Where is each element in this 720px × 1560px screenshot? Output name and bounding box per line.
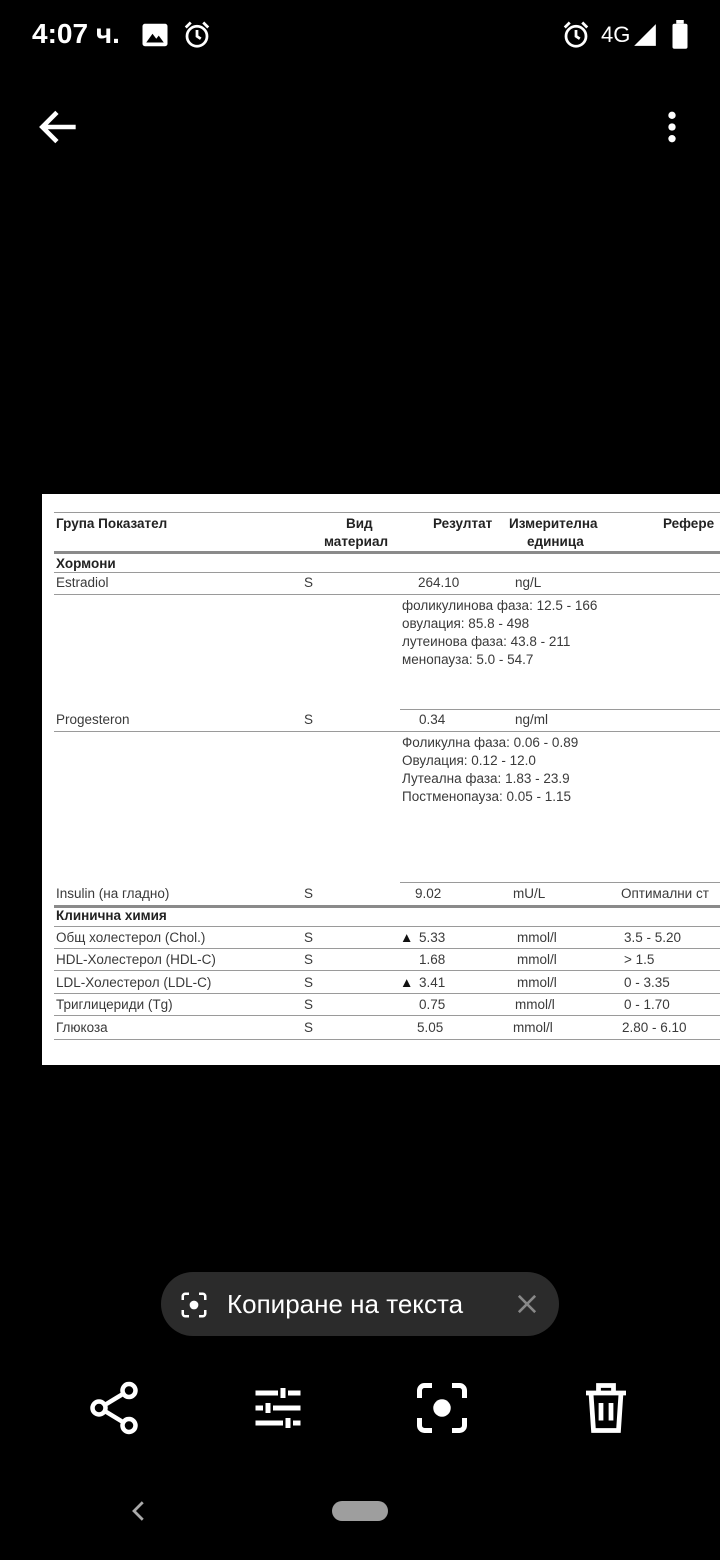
lens-icon[interactable] [412,1376,472,1440]
header-group: Група Показател [56,516,168,531]
row-reference: 0 - 1.70 [624,997,670,1012]
header-rule [54,551,720,554]
header-unit-2: единица [527,534,584,549]
estradiol-ref-line: менопауза: 5.0 - 54.7 [402,652,534,667]
row-material: S [304,575,314,590]
row-material: S [304,975,314,990]
row-name: Триглицериди (Tg) [56,997,173,1012]
row-reference: Оптимални ст [621,886,709,901]
network-type: 4G [601,22,631,47]
status-bar [0,0,720,72]
header-result: Резултат [433,516,493,531]
document-photo [42,494,720,1065]
edit-sliders-icon[interactable] [248,1376,308,1440]
row-unit: mmol/l [517,975,557,990]
section-clinical-chemistry: Клинична химия [56,908,167,923]
progesteron-ref-line: Лутеална фаза: 1.83 - 23.9 [402,771,570,786]
row-reference: 2.80 - 6.10 [622,1020,687,1035]
row-unit: mmol/l [513,1020,553,1035]
row-rule [54,970,720,971]
high-flag-icon: ▲ [400,930,414,945]
copy-text-chip[interactable] [161,1272,559,1336]
row-result: 5.33 [419,930,446,945]
alarm-icon [182,20,212,50]
progesteron-ref-line: Овулация: 0.12 - 12.0 [402,753,536,768]
progesteron-ref-line: Фоликулна фаза: 0.06 - 0.89 [402,735,579,750]
trash-icon[interactable] [576,1376,636,1440]
estradiol-ref-line: фоликулинова фаза: 12.5 - 166 [402,598,598,613]
top-bar [0,90,720,162]
header-unit-1: Измерителна [509,516,598,531]
copy-text-label: Копиране на текста [227,1289,464,1319]
close-icon[interactable] [513,1290,541,1318]
row-reference: > 1.5 [624,952,655,967]
table-top-rule [54,512,720,513]
row-material: S [304,886,314,901]
text-lens-icon [179,1290,209,1320]
row-name: LDL-Холестерол (LDL-C) [56,975,212,990]
status-time: 4:07 ч. [32,18,120,49]
more-vertical-icon[interactable] [652,102,692,152]
row-rule [400,882,720,883]
row-reference: 0 - 3.35 [624,975,670,990]
row-name: Insulin (на гладно) [56,886,170,901]
row-material: S [304,712,314,727]
row-result: 5.05 [417,1020,444,1035]
row-unit: mmol/l [517,952,557,967]
row-rule [54,572,720,573]
battery-icon [668,20,692,50]
header-reference: Рефере [663,516,715,531]
estradiol-ref-line: лутеинова фаза: 43.8 - 211 [402,634,571,649]
progesteron-ref-line: Постменопауза: 0.05 - 1.15 [402,789,572,804]
header-material-2: материал [324,534,389,549]
row-result: 1.68 [419,952,446,967]
row-name: Estradiol [56,575,109,590]
signal-icon [632,22,658,48]
row-material: S [304,930,314,945]
row-unit: mmol/l [517,930,557,945]
row-unit: mmol/l [515,997,555,1012]
row-name: Общ холестерол (Chol.) [56,930,206,945]
row-material: S [304,1020,314,1035]
row-name: Глюкоза [56,1020,108,1035]
action-bar [0,1376,720,1446]
arrow-left-icon[interactable] [34,102,84,152]
estradiol-ref-line: овулация: 85.8 - 498 [402,616,530,631]
alarm-icon [561,20,591,50]
row-unit: ng/L [515,575,542,590]
nav-back-icon[interactable] [124,1496,154,1526]
row-rule [54,926,720,927]
row-reference: 3.5 - 5.20 [624,930,682,945]
share-icon[interactable] [84,1376,144,1440]
row-result: 0.34 [419,712,446,727]
navigation-bar [0,1480,720,1560]
row-rule [54,731,720,732]
row-rule [54,594,720,595]
row-result: 0.75 [419,997,446,1012]
high-flag-icon: ▲ [400,975,414,990]
row-result: 264.10 [418,575,460,590]
row-unit: mU/L [513,886,546,901]
row-material: S [304,952,314,967]
header-material-1: Вид [346,516,373,531]
section-hormones: Хормони [56,556,116,571]
row-material: S [304,997,314,1012]
row-result: 9.02 [415,886,442,901]
image-icon [140,20,170,50]
row-rule [54,993,720,994]
table-bottom-rule [54,1039,720,1040]
row-result: 3.41 [419,975,446,990]
row-unit: ng/ml [515,712,549,727]
home-pill[interactable] [332,1501,388,1521]
row-name: Progesteron [56,712,130,727]
row-name: HDL-Холестерол (HDL-C) [56,952,216,967]
row-rule [400,709,720,710]
row-rule [54,948,720,949]
row-rule [54,1015,720,1016]
